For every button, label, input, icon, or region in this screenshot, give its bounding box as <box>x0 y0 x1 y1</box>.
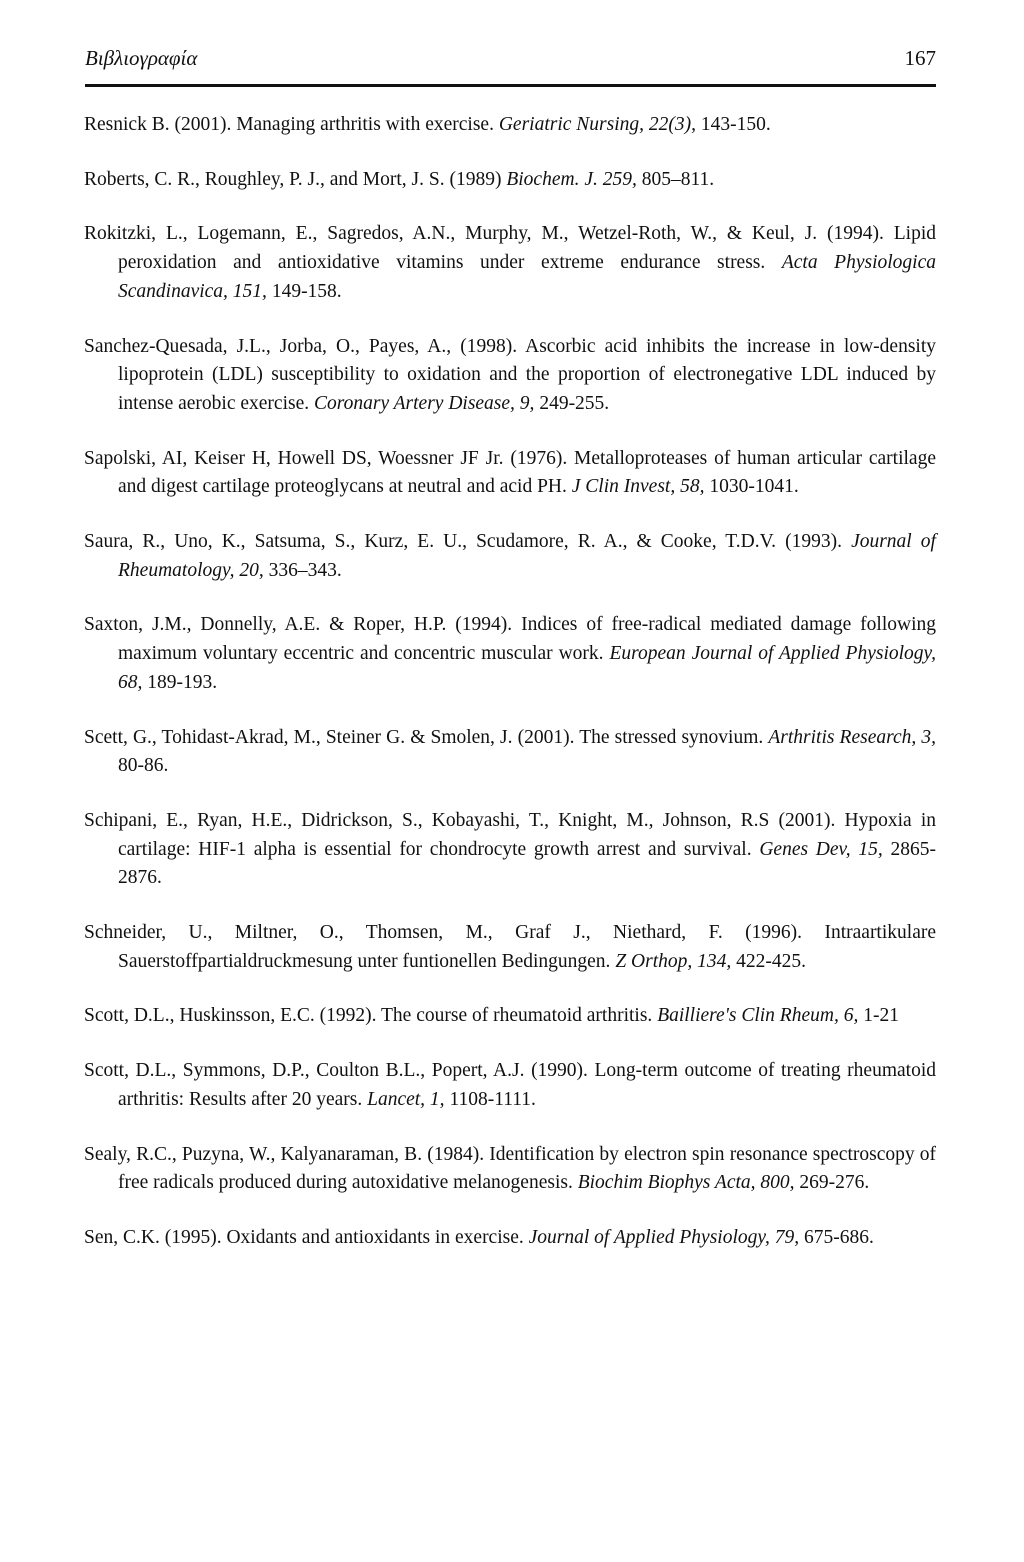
reference-entry <box>84 724 936 781</box>
reference-pages: 249-255. <box>534 392 610 414</box>
reference-pages: 1-21 <box>858 1005 899 1027</box>
reference-text: Scott, D.L., Symmons, D.P., Coulton B.L., Popert, A.J. (1990). Long-term outcome of treating rheumatoid arthritis: Results after 20 years. <box>84 1060 936 1110</box>
running-header <box>85 40 936 76</box>
running-header-title: Βιβλιογραφία <box>85 46 198 70</box>
header-rule <box>85 84 936 87</box>
reference-entry <box>84 919 936 976</box>
reference-entry <box>84 807 936 893</box>
reference-entry <box>84 111 936 140</box>
reference-source: Genes Dev, 15, <box>759 838 883 860</box>
reference-entry <box>84 166 936 195</box>
reference-entry <box>84 1224 936 1253</box>
reference-text: Scett, G., Tohidast-Akrad, M., Steiner G. & Smolen, J. (2001). The stressed synovium. <box>84 726 769 748</box>
reference-pages: 189-193. <box>142 671 218 693</box>
reference-entry <box>84 1057 936 1114</box>
reference-text: Scott, D.L., Huskinsson, E.C. (1992). The course of rheumatoid arthritis. <box>84 1005 658 1027</box>
reference-source: Journal of Applied Physiology, 79, <box>528 1226 800 1248</box>
reference-text: Sealy, R.C., Puzyna, W., Kalyanaraman, B. (1984). Identification by electron spin resonance spectroscopy of free radicals produced during autoxidative melanogenesis. <box>84 1143 936 1194</box>
reference-pages: 143-150. <box>696 114 771 135</box>
reference-text: Saura, R., Uno, K., Satsuma, S., Kurz, E. U., Scudamore, R. A., & Cooke, T.D.V. (1993). <box>84 531 852 553</box>
reference-entry <box>84 333 936 419</box>
reference-source: Arthritis Research, 3, <box>768 726 936 748</box>
reference-text: Sanchez-Quesada, J.L., Jorba, O., Payes, A., (1998). Ascorbic acid inhibits the increase in low-density lipoprotein (LDL) susceptibility to oxidation and the proportion of electronegative LDL induced by intense aerobic exercise. <box>84 335 936 414</box>
reference-source: Biochem. J. 259, <box>506 168 637 190</box>
reference-text: Sen, C.K. (1995). Oxidants and antioxidants in exercise. <box>84 1226 529 1248</box>
reference-entry <box>84 220 936 306</box>
reference-source: Biochim Biophys Acta, 800, <box>577 1172 795 1194</box>
reference-text: Schneider, U., Miltner, O., Thomsen, M., Graf J., Niethard, F. (1996). Intraartikulare Sauerstoffpartialdruckmesung unter funtionellen Bedingungen. <box>84 922 936 972</box>
reference-entry <box>84 528 936 585</box>
reference-text: Roberts, C. R., Roughley, P. J., and Mort, J. S. (1989) <box>84 168 507 190</box>
reference-source: Acta Physiologica Scandinavica, 151, <box>118 252 936 302</box>
reference-entry <box>84 1141 936 1198</box>
reference-entry <box>84 611 936 697</box>
reference-source: Journal of Rheumatology, 20, <box>118 531 936 581</box>
reference-pages: 2865-2876. <box>118 838 936 889</box>
reference-text: Sapolski, AI, Keiser H, Howell DS, Woessner JF Jr. (1976). Metalloproteases of human articular cartilage and digest cartilage proteoglycans at neutral and acid PH. <box>84 447 936 498</box>
reference-source: Z Orthop, 134, <box>615 950 732 972</box>
reference-text: Saxton, J.M., Donnelly, A.E. & Roper, H.P. (1994). Indices of free-radical mediated damage following maximum voluntary eccentric and concentric muscular work. <box>84 614 936 665</box>
reference-pages: 269-276. <box>794 1172 870 1194</box>
reference-entry <box>84 1002 936 1031</box>
reference-text: Resnick B. (2001). Managing arthritis with exercise. <box>84 114 499 135</box>
reference-text: Schipani, E., Ryan, H.E., Didrickson, S., Kobayashi, T., Knight, M., Johnson, R.S (2001). Hypoxia in cartilage: HIF-1 alpha is essential for chondrocyte growth arrest and survival. <box>84 809 936 860</box>
reference-pages: 336–343. <box>263 559 342 581</box>
reference-list <box>84 111 936 1279</box>
reference-pages: 675-686. <box>799 1226 874 1248</box>
reference-source: Lancet, 1, <box>367 1088 445 1110</box>
reference-source: Coronary Artery Disease, 9, <box>313 392 535 414</box>
reference-pages: 149-158. <box>266 280 342 302</box>
reference-source: Bailliere's Clin Rheum, 6, <box>657 1005 859 1027</box>
reference-source: Geriatric Nursing, 22(3), <box>498 114 696 135</box>
reference-pages: 805–811. <box>636 168 715 190</box>
reference-pages: 1030-1041. <box>704 476 799 498</box>
reference-pages: 422-425. <box>731 950 806 972</box>
reference-source: J Clin Invest, 58, <box>571 476 705 498</box>
reference-text: Rokitzki, L., Logemann, E., Sagredos, A.N., Murphy, M., Wetzel-Roth, W., & Keul, J. (1994). Lipid peroxidation and antioxidative vitamins under extreme endurance stress. <box>84 223 936 274</box>
reference-source: European Journal of Applied Physiology, 68, <box>118 643 936 693</box>
reference-pages: 80-86. <box>118 755 169 777</box>
reference-entry <box>84 445 936 502</box>
page-number: 167 <box>904 46 936 70</box>
reference-pages: 1108-1111. <box>444 1088 536 1110</box>
